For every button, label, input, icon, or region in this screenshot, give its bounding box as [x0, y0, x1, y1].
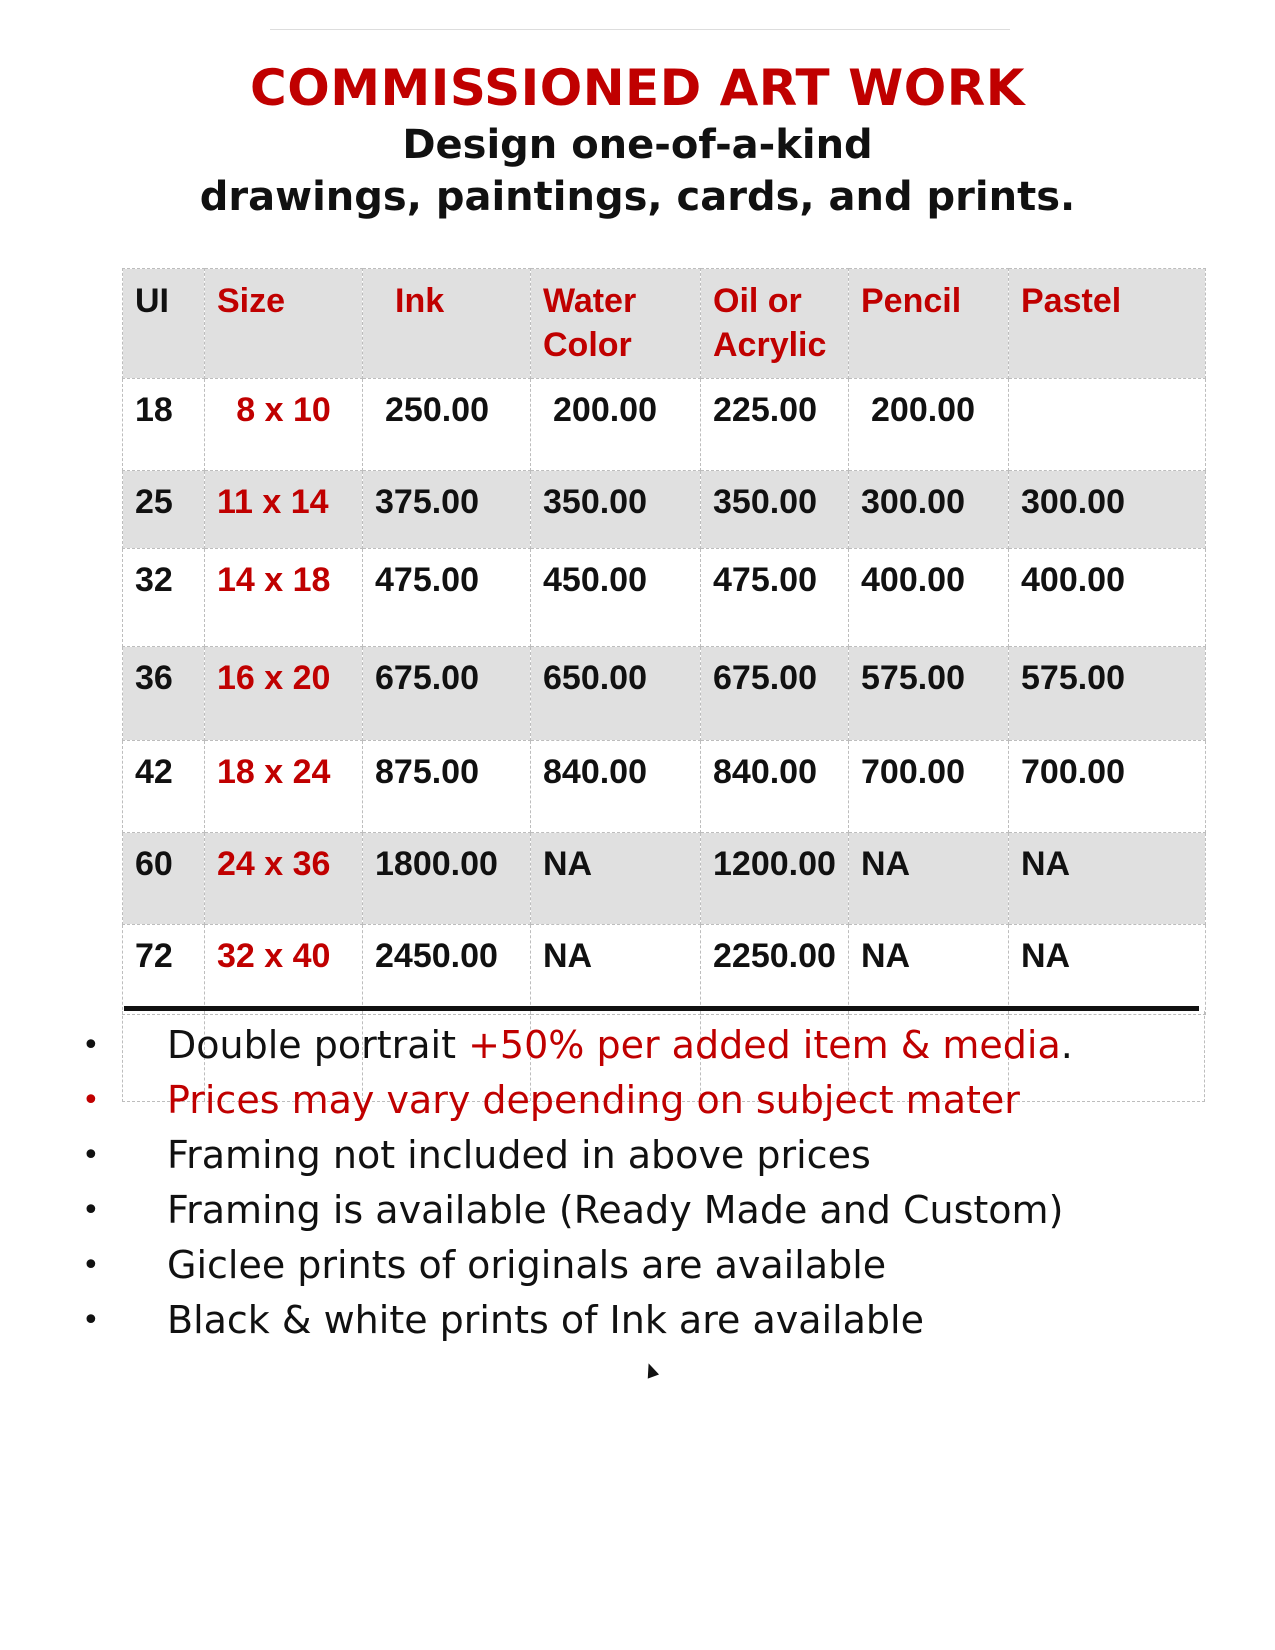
note-highlight: +50% per added item & media [468, 1023, 1061, 1067]
cell-pencil: 400.00 [849, 549, 1009, 647]
list-item [0, 1238, 1073, 1293]
cell-ink: 2450.00 [363, 925, 531, 1015]
subtitle-line-1: Design one-of-a-kind [402, 122, 873, 168]
column-header-oil-acrylic: Oil or Acrylic [701, 269, 849, 379]
cell-ink: 375.00 [363, 471, 531, 549]
table-row [123, 471, 1206, 549]
cell-water-color: 650.00 [531, 647, 701, 741]
cell-pencil: 575.00 [849, 647, 1009, 741]
list-item [0, 1018, 1073, 1073]
cell-size: 14 x 18 [205, 549, 363, 647]
table-row [123, 647, 1206, 741]
cell-ink: 675.00 [363, 647, 531, 741]
notes-list [0, 1018, 1073, 1348]
column-header-pastel: Pastel [1009, 269, 1206, 379]
cell-ui: 36 [123, 647, 205, 741]
cell-pencil: 200.00 [849, 379, 1009, 471]
cell-pencil: NA [849, 833, 1009, 925]
column-header-ink: Ink [363, 269, 531, 379]
cell-pastel: NA [1009, 925, 1206, 1015]
cell-ui: 60 [123, 833, 205, 925]
bullet-icon: • [82, 1083, 100, 1118]
cell-water-color: 840.00 [531, 741, 701, 833]
note-text: Giclee prints of originals are available [167, 1243, 887, 1287]
cell-water-color: 350.00 [531, 471, 701, 549]
cell-ink: 1800.00 [363, 833, 531, 925]
page-title: COMMISSIONED ART WORK [250, 59, 1025, 117]
note-text: Framing is available (Ready Made and Custom) [167, 1188, 1064, 1232]
cell-water-color: 450.00 [531, 549, 701, 647]
table-row [123, 379, 1206, 471]
cell-pencil: 700.00 [849, 741, 1009, 833]
note-text: Framing not included in above prices [167, 1133, 871, 1177]
cell-oil-acrylic: 675.00 [701, 647, 849, 741]
cell-ui: 72 [123, 925, 205, 1015]
list-item [0, 1293, 1073, 1348]
table-row [123, 549, 1206, 647]
bullet-icon: • [82, 1138, 100, 1173]
list-item [0, 1073, 1073, 1128]
column-header-pencil: Pencil [849, 269, 1009, 379]
table-row [123, 833, 1206, 925]
cell-oil-acrylic: 475.00 [701, 549, 849, 647]
cell-pastel: 575.00 [1009, 647, 1206, 741]
column-header-ui: UI [123, 269, 205, 379]
table-row [123, 741, 1206, 833]
cell-oil-acrylic: 350.00 [701, 471, 849, 549]
cell-size: 32 x 40 [205, 925, 363, 1015]
cell-pastel: NA [1009, 833, 1206, 925]
cell-size: 24 x 36 [205, 833, 363, 925]
cell-size: 18 x 24 [205, 741, 363, 833]
note-text: Double portrait [167, 1023, 469, 1067]
list-item [0, 1128, 1073, 1183]
cell-ui: 42 [123, 741, 205, 833]
bullet-icon: • [82, 1303, 100, 1338]
list-item [0, 1183, 1073, 1238]
stray-mark [643, 1361, 659, 1378]
bullet-icon: • [82, 1028, 100, 1063]
cell-pastel: 300.00 [1009, 471, 1206, 549]
note-text-end: . [1060, 1023, 1073, 1067]
cell-ui: 18 [123, 379, 205, 471]
cell-oil-acrylic: 2250.00 [701, 925, 849, 1015]
cell-water-color: 200.00 [531, 379, 701, 471]
subtitle-line-2: drawings, paintings, cards, and prints. [199, 174, 1076, 220]
column-header-water-color: Water Color [531, 269, 701, 379]
cell-pencil: NA [849, 925, 1009, 1015]
note-text: Prices may vary depending on subject mater [167, 1078, 1020, 1122]
cell-ink: 875.00 [363, 741, 531, 833]
top-divider [270, 29, 1010, 30]
cell-oil-acrylic: 840.00 [701, 741, 849, 833]
cell-pastel: 400.00 [1009, 549, 1206, 647]
cell-ink: 250.00 [363, 379, 531, 471]
cell-ink: 475.00 [363, 549, 531, 647]
bullet-icon: • [82, 1248, 100, 1283]
bullet-icon: • [82, 1193, 100, 1228]
cell-size: 16 x 20 [205, 647, 363, 741]
cell-pastel [1009, 379, 1206, 471]
table-header-row [123, 269, 1206, 379]
cell-ui: 25 [123, 471, 205, 549]
cell-size: 11 x 14 [205, 471, 363, 549]
cell-pastel: 700.00 [1009, 741, 1206, 833]
cell-size: 8 x 10 [205, 379, 363, 471]
cell-ui: 32 [123, 549, 205, 647]
cell-oil-acrylic: 1200.00 [701, 833, 849, 925]
column-header-size: Size [205, 269, 363, 379]
table-row [123, 925, 1206, 1015]
cell-pencil: 300.00 [849, 471, 1009, 549]
price-table [122, 268, 1206, 1015]
table-bottom-rule [124, 1006, 1199, 1011]
cell-water-color: NA [531, 833, 701, 925]
cell-oil-acrylic: 225.00 [701, 379, 849, 471]
note-text: Black & white prints of Ink are available [167, 1298, 924, 1342]
cell-water-color: NA [531, 925, 701, 1015]
